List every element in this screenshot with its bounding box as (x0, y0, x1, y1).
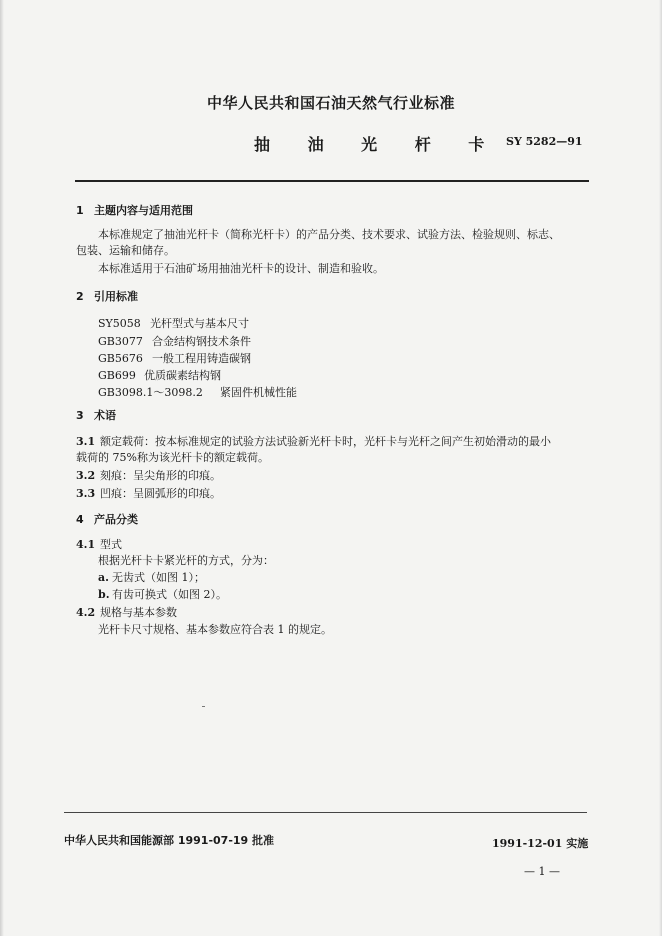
clause-4-2 (76, 604, 177, 620)
paragraph-line: 光杆卡尺寸规格、基本参数应符合表 1 的规定。 (98, 623, 332, 636)
scan-edge-left (0, 0, 4, 936)
list-item (98, 570, 205, 586)
paragraph-line: 本标准规定了抽油光杆卡（简称光杆卡）的产品分类、技术要求、试验方法、检验规则、标志、 (98, 228, 560, 241)
reference-code: GB3077 (98, 335, 143, 348)
clause-number: 3.3 (76, 487, 96, 500)
reference-code: GB699 (98, 369, 136, 382)
standard-number: SY 5282—91 (506, 135, 583, 148)
section-title: 产品分类 (94, 513, 138, 526)
paragraph-line: 凹痕：呈圆弧形的印痕。 (100, 487, 221, 500)
footer-rule (64, 812, 587, 813)
section-number: 3 (76, 409, 84, 422)
section-title: 引用标准 (94, 290, 138, 303)
clause-4-1 (76, 536, 122, 552)
list-item-text: 有齿可换式（如图 2）。 (112, 588, 227, 601)
section-number: 1 (76, 204, 84, 217)
document-title: 抽 油 光 杆 卡 (254, 135, 501, 154)
reference-code: SY5058 (98, 317, 141, 330)
effective-date: 1991-12-01 实施 (492, 837, 589, 850)
clause-title: 规格与基本参数 (100, 606, 177, 619)
list-marker: b. (98, 588, 110, 601)
reference-name: 合金结构钢技术条件 (152, 335, 251, 348)
list-item (98, 587, 227, 603)
paragraph-line: 刻痕：呈尖角形的印痕。 (100, 469, 221, 482)
section-title: 术语 (94, 409, 116, 422)
clause-number: 4.2 (76, 606, 96, 619)
clause-title: 型式 (100, 538, 122, 551)
term-3-1 (76, 433, 551, 449)
paragraph-line: 包装、运输和储存。 (76, 244, 175, 257)
page-number: — 1 — (524, 865, 560, 878)
clause-number: 4.1 (76, 538, 96, 551)
reference-name: 光杆型式与基本尺寸 (150, 317, 249, 330)
header-rule (75, 180, 589, 182)
paragraph-line: 本标准适用于石油矿场用抽油光杆卡的设计、制造和验收。 (98, 262, 384, 275)
section-number: 4 (76, 513, 84, 526)
reference-name: 一般工程用铸造碳钢 (152, 352, 251, 365)
section-2-heading (76, 288, 138, 304)
clause-number: 3.1 (76, 435, 96, 448)
approval-line: 中华人民共和国能源部 1991-07-19 批准 (64, 834, 275, 847)
clause-number: 3.2 (76, 469, 96, 482)
reference-name: 优质碳素结构钢 (144, 369, 221, 382)
scan-speck (202, 706, 205, 707)
section-4-heading (76, 511, 138, 527)
section-1-heading (76, 202, 193, 218)
reference-code: GB5676 (98, 352, 143, 365)
reference-item (98, 381, 297, 400)
section-3-heading (76, 407, 116, 423)
reference-name: 紧固件机械性能 (220, 386, 297, 399)
paragraph-line: 根据光杆卡卡紧光杆的方式，分为： (98, 554, 274, 567)
section-number: 2 (76, 290, 84, 303)
standard-category-heading: 中华人民共和国石油天然气行业标准 (206, 94, 455, 112)
list-item-text: 无齿式（如图 1）； (112, 571, 205, 584)
paragraph-line: 额定载荷：按本标准规定的试验方法试验新光杆卡时，光杆卡与光杆之间产生初始滑动的最小 (100, 435, 551, 448)
reference-code: GB3098.1～3098.2 (98, 386, 203, 399)
list-marker: a. (98, 571, 109, 584)
term-3-2 (76, 467, 221, 483)
term-3-3 (76, 485, 221, 501)
section-title: 主题内容与适用范围 (94, 204, 193, 217)
paragraph-line: 载荷的 75%称为该光杆卡的额定载荷。 (76, 451, 269, 464)
reference-item (98, 312, 249, 331)
